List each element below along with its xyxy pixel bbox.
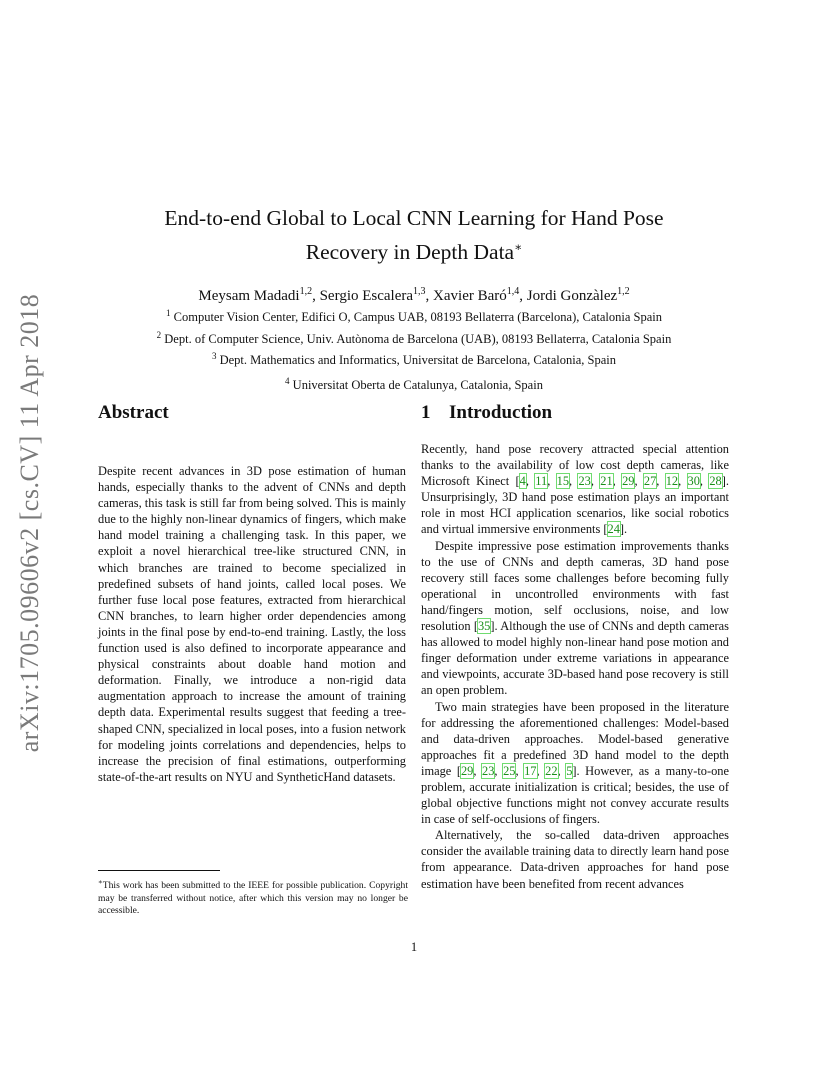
affiliation <box>100 327 728 349</box>
affiliation-text: Universitat Oberta de Catalunya, Catalonia, Spain <box>292 378 543 393</box>
citation-link[interactable]: 23 <box>482 763 495 778</box>
intro-heading <box>421 402 552 424</box>
citation-link[interactable]: 25 <box>503 763 516 778</box>
author-affil-sup: 1,4 <box>506 286 520 297</box>
citation-link[interactable]: 22 <box>545 763 558 778</box>
author-name: Meysam Madadi <box>198 288 300 304</box>
affiliation-text: Dept. of Computer Science, Univ. Autònoma de Barcelona (UAB), 08193 Bellaterra, Catalonia Spain <box>164 331 672 346</box>
author-affil-sup: 1,3 <box>413 286 426 297</box>
paragraph-text: Alternatively, the so-called data-driven approaches consider the available training data to directly learn hand pose from appearance. Data-driven approaches for hand pose estimation have been benefited from recent advances <box>421 828 729 891</box>
footnote <box>98 876 408 917</box>
author-list: Meysam Madadi$^{1,2}$, Sergio Escalera$^{1,3}$, Xavier Baró$^{1,4}$, Jordi Gonzàlez$^{1,2}$ <box>198 286 630 304</box>
citation-link[interactable]: 28 <box>709 474 722 489</box>
page-number: 1 <box>410 940 418 954</box>
citation-group <box>478 619 490 633</box>
affiliation <box>100 373 728 395</box>
section-title: Introduction <box>449 402 553 423</box>
intro-body <box>421 441 729 892</box>
paragraph-text: ]. <box>619 522 628 537</box>
affiliation-text: Computer Vision Center, Edifici O, Campus UAB, 08193 Bellaterra (Barcelona), Catalonia Spain <box>173 310 662 325</box>
intro-paragraph-4 <box>421 827 729 891</box>
paragraph-text: ]. Although the use of CNNs and depth cameras has allowed to model highly non-linear hand pose motion and finger deformation under extreme variations in appearance and viewpoints, accurate 3D-based hand pose recovery is still an open problem. <box>421 619 730 698</box>
citation-link[interactable]: 12 <box>665 474 679 489</box>
author-affil-sup: 1,2 <box>617 286 630 297</box>
paragraph-text: ]. Unsurprisingly, 3D hand pose estimation plays an important role in most HCI application scenarios, like social robotics and virtual immersive environments [ <box>421 474 729 537</box>
citation-link[interactable]: 29 <box>622 474 635 489</box>
title-footnote-mark: ∗ <box>514 240 523 254</box>
footnote-rule <box>98 870 220 871</box>
footnote-mark: ∗ <box>98 878 103 886</box>
citation-link[interactable]: 23 <box>578 474 591 489</box>
affiliation-list <box>100 305 728 395</box>
title-line-2-text: Recovery in Depth Data <box>305 240 515 265</box>
paragraph-text: Recently, hand pose recovery attracted special attention thanks to the availability of low cost depth cameras, like Microsoft Kinect [ <box>421 442 729 489</box>
abstract-body: Despite recent advances in 3D pose estimation of human hands, especially thanks to the advent of CNNs and depth cameras, this task is still far from being solved. This is mainly due to the highly non-linear dynamics of fingers, which make hand model training a challenging task. In this paper, we exploit a novel hierarchical tree-like structured CNN, in which branches are trained to become specialized in predefined subsets of hand joints, called local poses. We further fuse local pose features, extracted from hierarchical CNN branches, to learn higher order dependencies among joints in the final pose by end-to-end training. Lastly, the loss function used is also defined to incorporate appearance and physical constraints about doable hand motion and deformation. Finally, we introduce a non-rigid data augmentation approach to increase the amount of training depth data. Experimental results suggest that feeding a tree-shaped CNN, specialized in local poses, into a fusion network for modeling joints correlations and dependencies, helps to increase the precision of final estimations, outperforming state-of-the-art results on NYU and SyntheticHand datasets. <box>98 464 406 784</box>
footnote-text: This work has been submitted to the IEEE for possible publication. Copyright may be transferred without notice, after which this version may no longer be accessible. <box>98 880 408 916</box>
citation-link[interactable]: 17 <box>524 763 537 778</box>
author-name: Xavier Baró <box>433 288 507 304</box>
paragraph-text: Despite impressive pose estimation improvements thanks to the use of CNNs and depth cameras, 3D hand pose recovery still faces some challenges before becoming fully operational in uncontrolled environments with fast hand/fingers motion, self occlusions, noise, and low resolution [ <box>421 538 729 634</box>
citation-link[interactable]: 15 <box>556 474 570 489</box>
affiliation-text: Dept. Mathematics and Informatics, Universitat de Barcelona, Catalonia, Spain <box>219 353 617 368</box>
affiliation <box>100 348 728 370</box>
arxiv-stamp: arXiv:1705.09606v2 [cs.CV] 11 Apr 2018 <box>15 293 44 753</box>
citation-link[interactable]: 11 <box>535 474 548 489</box>
citation-link[interactable]: 24 <box>607 522 620 537</box>
citation-link[interactable]: 27 <box>643 474 657 489</box>
author-name: Sergio Escalera <box>319 288 414 304</box>
intro-paragraph-1 <box>421 441 729 538</box>
intro-paragraph-3 <box>421 699 729 828</box>
citation-link[interactable]: 35 <box>477 619 491 634</box>
affiliation <box>100 305 728 327</box>
author-affil-sup: 1,2 <box>299 286 313 297</box>
citation-group <box>608 522 620 536</box>
abstract-heading: Abstract <box>98 402 169 423</box>
citation-link[interactable]: 29 <box>460 763 474 778</box>
citation-link[interactable]: 30 <box>687 474 700 489</box>
title-line-1: End-to-end Global to Local CNN Learning for Hand Pose <box>164 206 664 230</box>
citation-link[interactable]: 4 <box>519 474 526 489</box>
affiliation-sup: 3 <box>211 351 217 362</box>
paragraph-text: Two main strategies have been proposed in the literature for addressing the aforementioned challenges: Model-based and data-driven approaches. Model-based generative approaches fit a predefined 3D hand model to the depth image [ <box>421 699 729 778</box>
affiliation-sup: 2 <box>156 329 162 340</box>
title-line-2 <box>100 233 728 267</box>
citation-group: 4, 11, 15, 23, 21, 29, 27, 12, 30, 28 <box>519 474 722 489</box>
affiliation-sup: 1 <box>166 308 171 318</box>
citation-group: 29, 23, 25, 17, 22, 5 <box>460 763 573 778</box>
paragraph-text: ]. However, as a many-to-one problem, accurate initialization is critical; besides, the use of global objective functions might not convey accurate results in case of self-occlusions of fingers. <box>421 763 729 827</box>
affiliation-sup: 4 <box>285 375 290 386</box>
intro-paragraph-2 <box>421 538 729 699</box>
citation-link[interactable]: 5 <box>566 763 573 778</box>
section-number: 1 <box>421 402 431 423</box>
paper-title <box>100 204 728 267</box>
author-name: Jordi Gonzàlez <box>526 288 618 304</box>
citation-link[interactable]: 21 <box>600 474 613 489</box>
